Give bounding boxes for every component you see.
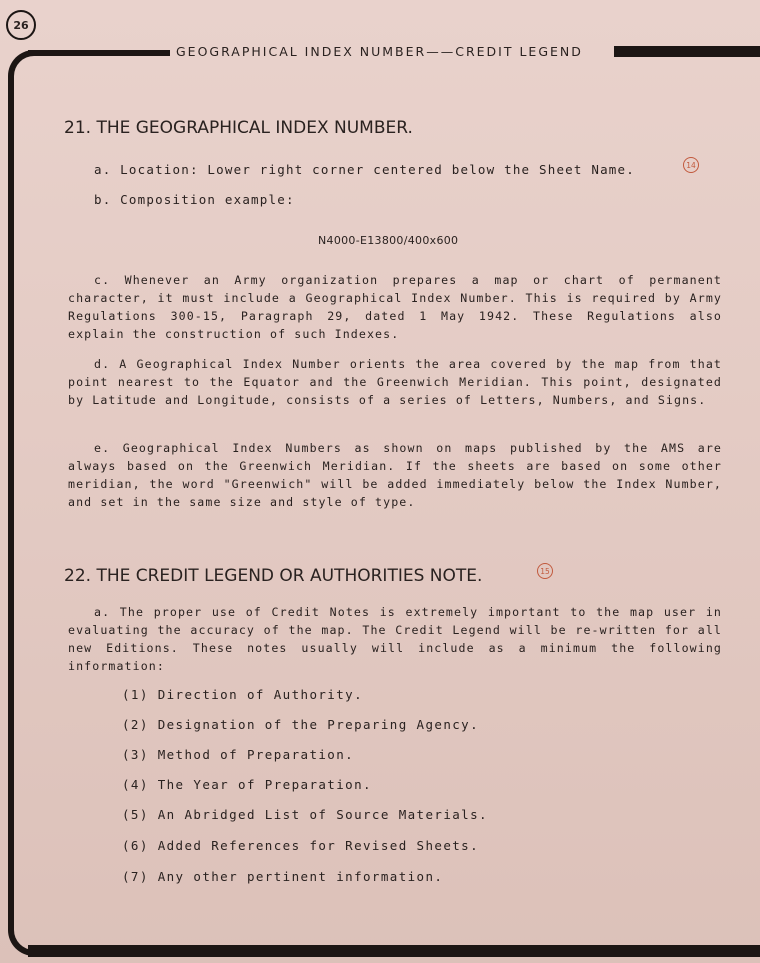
list-item: (5) An Abridged List of Source Materials. [122,807,488,822]
section-22-paragraph-a [68,603,722,675]
list-item: (7) Any other pertinent information. [122,869,444,884]
list-item: (4) The Year of Preparation. [122,777,372,792]
section-21-item-a: a. Location: Lower right corner centered below the Sheet Name. [94,162,635,177]
annotation-15-icon: 15 [537,563,553,579]
list-item: (2) Designation of the Preparing Agency. [122,717,480,732]
paragraph-c-text: c. Whenever an Army organization prepares a map or chart of permanent character, it must include a Geographical Index Number. This is required by Army Regulations 300-15, Paragraph 29, dated 1 May 1942. These Regulations also explain the construction of such Indexes. [68,273,722,341]
section-21-paragraph-d [68,355,722,409]
annotation-14-icon: 14 [683,157,699,173]
index-number-example: N4000-E13800/400x600 [318,234,459,247]
section-21-paragraph-c [68,271,722,343]
list-item: (6) Added References for Revised Sheets. [122,838,480,853]
section-21-heading: 21. THE GEOGRAPHICAL INDEX NUMBER. [64,118,413,138]
page-number: 26 [6,10,36,40]
frame-left-border [8,50,34,956]
section-22-heading: 22. THE CREDIT LEGEND OR AUTHORITIES NOTE. [64,566,483,586]
section-21-paragraph-e [68,439,722,511]
running-head: GEOGRAPHICAL INDEX NUMBER——CREDIT LEGEND [176,44,583,59]
header-rule-right [614,46,760,57]
paragraph-e-text: e. Geographical Index Numbers as shown on maps published by the AMS are always based on the Greenwich Meridian. If the sheets are based on some other meridian, the word "Greenwich" will be added immediately below the Index Number, and set in the same size and style of type. [68,441,722,509]
list-item: (3) Method of Preparation. [122,747,355,762]
paragraph-a-text: a. The proper use of Credit Notes is extremely important to the map user in evaluating the accuracy of the map. The Credit Legend will be re-written for all new Editions. These notes usually will include as a minimum the following information: [68,605,722,673]
section-21-item-b: b. Composition example: [94,192,295,207]
footer-rule [28,945,760,957]
paragraph-d-text: d. A Geographical Index Number orients the area covered by the map from that point nearest to the Equator and the Greenwich Meridian. This point, designated by Latitude and Longitude, consists of a series of Letters, Numbers, and Signs. [68,357,722,407]
list-item: (1) Direction of Authority. [122,687,363,702]
header-rule-left [28,50,170,56]
